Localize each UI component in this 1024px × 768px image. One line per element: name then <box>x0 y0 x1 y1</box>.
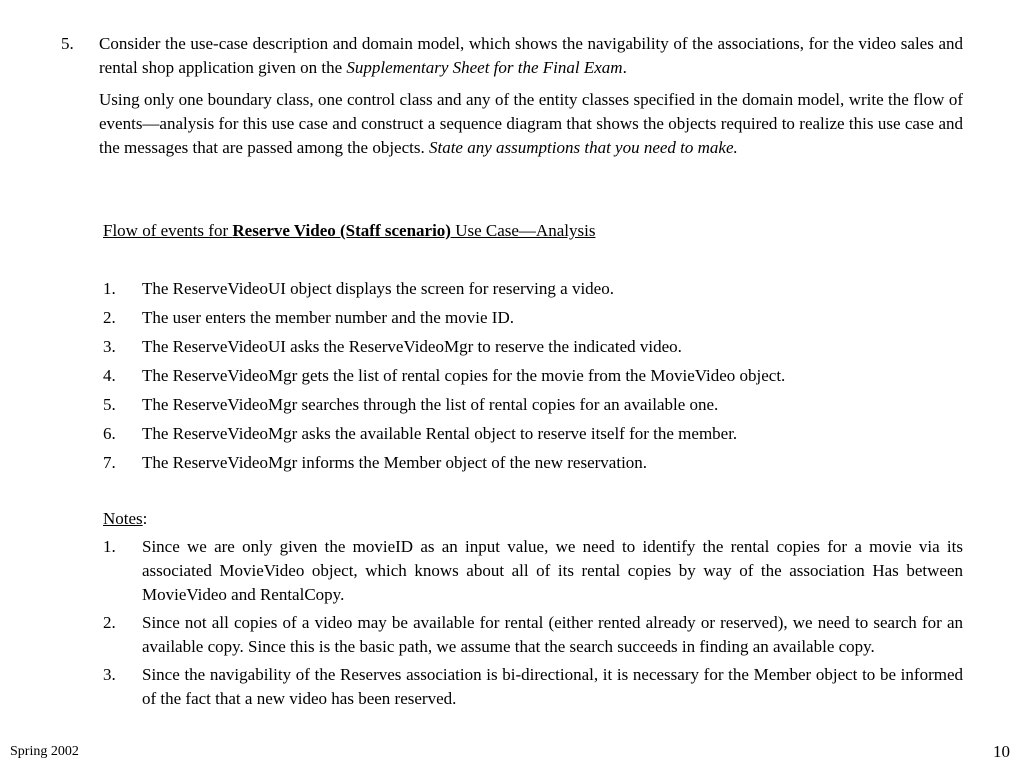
list-item <box>103 611 963 659</box>
step-number: 4. <box>103 366 116 385</box>
question-text-2: Using only one boundary class, one control class and any of the entity classes specified in the domain model, write the flow of events—analysis for this use case and construct a sequence diagram that shows the objects required to realize this use case and the messages that are passed among the objects. <box>99 90 963 157</box>
step-text: The ReserveVideoMgr asks the available Rental object to reserve itself for the member. <box>142 424 738 443</box>
note-number: 2. <box>103 613 116 632</box>
step-text: The ReserveVideoMgr informs the Member object of the new reservation. <box>142 453 648 472</box>
step-text: The ReserveVideoUI object displays the screen for reserving a video. <box>142 279 614 298</box>
note-number: 1. <box>103 537 116 556</box>
list-item <box>103 364 963 393</box>
question-body <box>99 32 963 160</box>
page-number: 10 <box>993 742 1010 761</box>
supplementary-sheet-reference: Supplementary Sheet for the Final Exam <box>346 58 623 77</box>
list-item <box>103 306 963 335</box>
question-paragraph-2 <box>99 88 963 160</box>
list-item <box>103 422 963 451</box>
step-text: The user enters the member number and the movie ID. <box>142 308 514 327</box>
step-number: 6. <box>103 424 116 443</box>
step-number: 7. <box>103 453 116 472</box>
flow-steps-list <box>103 277 963 480</box>
notes-heading-colon: : <box>142 509 148 528</box>
list-item <box>103 451 963 480</box>
note-text: Since not all copies of a video may be available for rental (either rented already or reserved), we need to search for an available copy. Since this is the basic path, we assume that the search succeeds in finding an available copy. <box>142 613 963 656</box>
note-text: Since we are only given the movieID as an input value, we need to identify the rental copies for a movie via its associated MovieVideo object, which knows about all of its rental copies by way of the association Has between MovieVideo and RentalCopy. <box>142 537 963 604</box>
list-item <box>103 393 963 422</box>
question-block <box>61 32 963 160</box>
step-text: The ReserveVideoMgr searches through the list of rental copies for an available one. <box>142 395 719 414</box>
list-item <box>103 277 963 306</box>
list-item <box>103 535 963 607</box>
step-text: The ReserveVideoUI asks the ReserveVideoMgr to reserve the indicated video. <box>142 337 682 356</box>
list-item <box>103 335 963 364</box>
question-number: 5. <box>61 34 74 53</box>
flow-heading-suffix: Use Case—Analysis <box>450 221 596 240</box>
footer-term: Spring 2002 <box>10 744 79 759</box>
notes-heading <box>103 507 147 531</box>
step-number: 1. <box>103 279 116 298</box>
use-case-name: Reserve Video (Staff scenario) <box>232 221 451 240</box>
step-number: 5. <box>103 395 116 414</box>
notes-heading-label: Notes <box>103 509 143 528</box>
question-paragraph-1 <box>99 32 963 80</box>
flow-heading-prefix: Flow of events for <box>103 221 233 240</box>
question-text-1-end: . <box>622 58 627 77</box>
step-number: 2. <box>103 308 116 327</box>
note-number: 3. <box>103 665 116 684</box>
list-item <box>103 663 963 711</box>
notes-list <box>103 535 963 711</box>
step-number: 3. <box>103 337 116 356</box>
step-text: The ReserveVideoMgr gets the list of rental copies for the movie from the MovieVideo object. <box>142 366 786 385</box>
flow-of-events-heading <box>103 219 595 243</box>
assumptions-instruction: State any assumptions that you need to make. <box>428 138 738 157</box>
question-text-1: Consider the use-case description and domain model, which shows the navigability of the associations, for the video sales and rental shop application given on the <box>99 34 963 77</box>
note-text: Since the navigability of the Reserves association is bi-directional, it is necessary for the Member object to be informed of the fact that a new video has been reserved. <box>142 665 963 708</box>
